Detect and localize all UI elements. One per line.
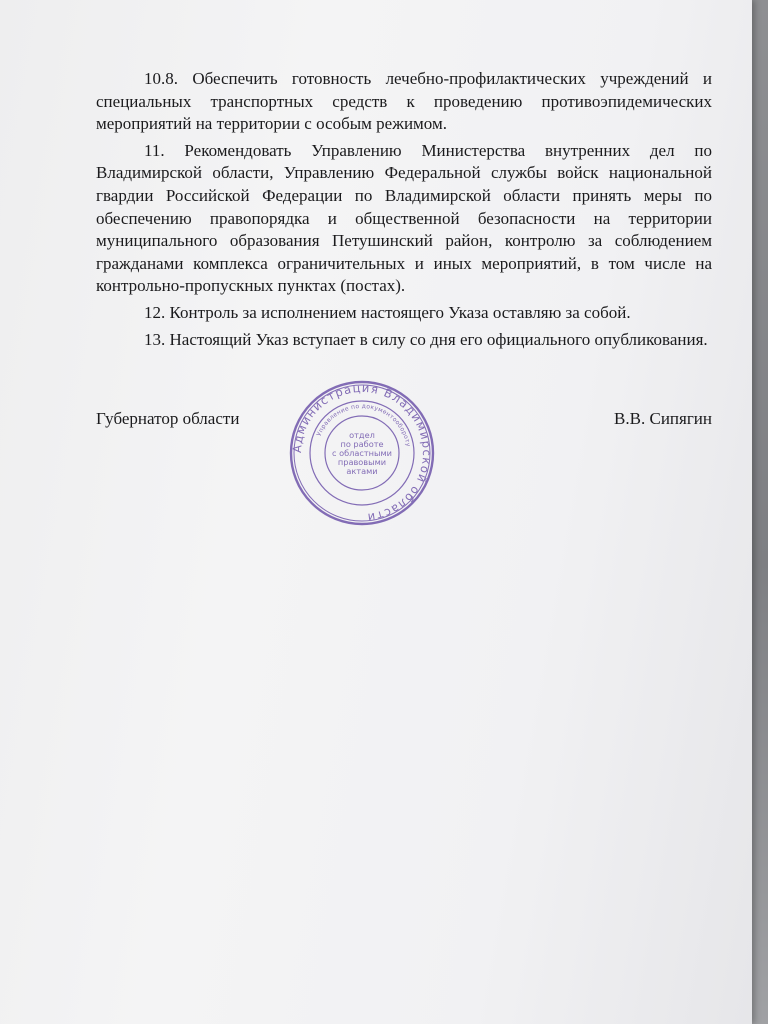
seal-center-text (332, 430, 392, 476)
signatory-title: Губернатор области (96, 409, 240, 428)
seal-outer-text: Администрация Владимирской области (289, 380, 435, 525)
seal-center-line: по работе (340, 439, 384, 449)
seal-inner-text: Управление по документообороту (315, 402, 412, 448)
paragraph-10-8: 10.8. Обеспечить готовность лечебно-профилактических учреждений и специальных транспортных средств к проведению противоэпидемических мероприятий на территории с особым режимом. (96, 69, 712, 134)
signatory-name: В.В. Сипягин (614, 409, 712, 428)
seal-center-line: с областными (332, 448, 392, 458)
paragraph-13: 13. Настоящий Указ вступает в силу со дня его официального опубликования. (144, 329, 708, 349)
official-seal (289, 380, 435, 526)
seal-center-line: актами (346, 466, 378, 476)
paragraph-11: 11. Рекомендовать Управлению Министерства внутренних дел по Владимирской области, Управлению Федеральной службы войск национальной гвардии Российской Федерации по Владимирской области принять меры по обеспечению правопорядка и общественной безопасности на территории муниципального образования Петушинский район, контролю за соблюдением гражданами комплекса ограничительных и иных мероприятий, в том числе на контрольно-пропускных пунктах (постах). (96, 140, 712, 296)
seal-center-line: правовыми (337, 457, 387, 467)
document-body (96, 68, 712, 355)
paragraph-12: 12. Контроль за исполнением настоящего Указа оставляю за собой. (144, 302, 631, 322)
seal-center-line: отдел (349, 430, 375, 440)
